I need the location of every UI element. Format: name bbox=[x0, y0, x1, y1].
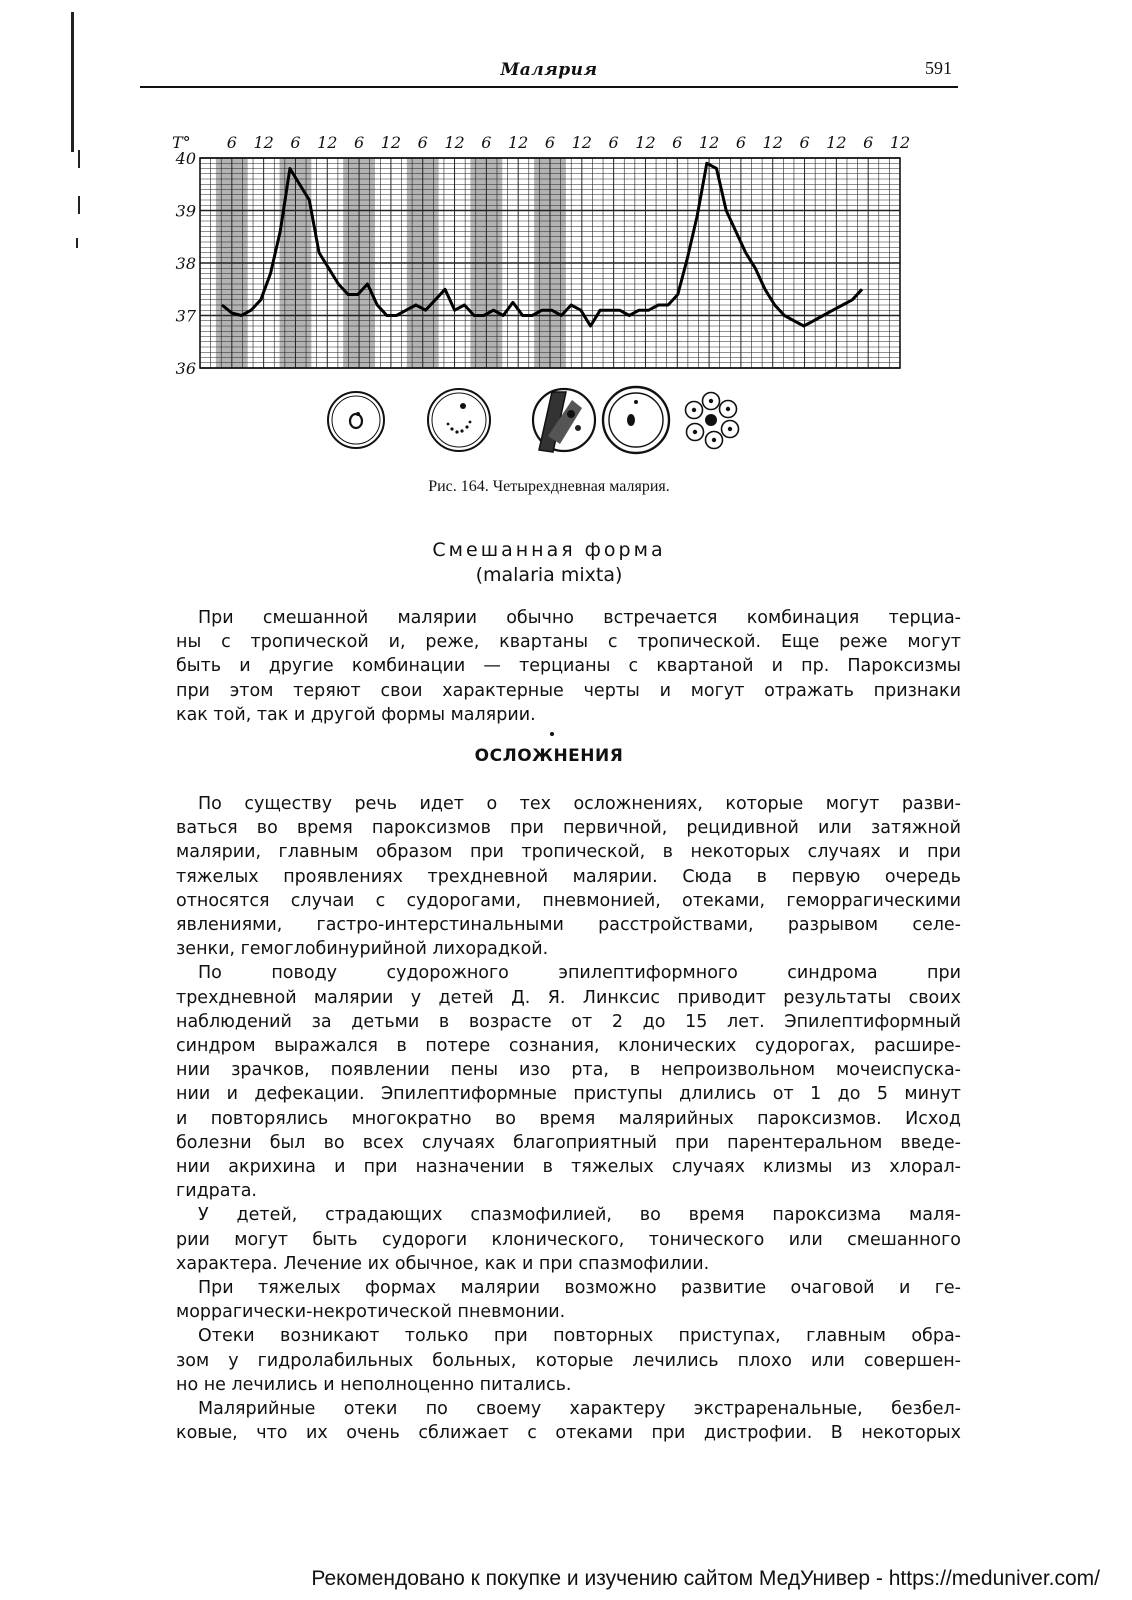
text-line: моррагически-некротической пневмонии. bbox=[176, 1302, 566, 1323]
text-line: трехдневной малярии у детей Д. Я. Линксис приводит результаты своих bbox=[176, 987, 961, 1008]
scan-edge-mark bbox=[78, 196, 80, 214]
x-tick-label: 6 bbox=[863, 133, 874, 152]
y-tick-label: 38 bbox=[175, 254, 196, 273]
text-line: нии зрачков, появлении пены изо рта, в непроизвольном мочеиспуска- bbox=[176, 1060, 961, 1081]
x-tick-label: 6 bbox=[799, 133, 810, 152]
scan-edge-mark bbox=[76, 238, 78, 248]
y-tick-label: 37 bbox=[175, 306, 196, 326]
temperature-chart-svg bbox=[160, 130, 940, 388]
text-line: При тяжелых формах малярии возможно развитие очаговой и ге- bbox=[198, 1278, 961, 1299]
text-line: но не лечились и неполноценно питались. bbox=[176, 1374, 572, 1395]
scan-edge-mark bbox=[71, 12, 74, 152]
x-tick-label: 12 bbox=[571, 133, 592, 152]
y-tick-label: 39 bbox=[175, 201, 196, 221]
scan-edge-mark bbox=[78, 150, 80, 168]
page-number: 591 bbox=[925, 58, 952, 78]
text-line: Отеки возникают только при повторных приступах, главным обра- bbox=[198, 1326, 961, 1347]
text-line: рии могут быть судороги клонического, тонического или смешанного bbox=[176, 1229, 961, 1250]
schizont-icon bbox=[603, 387, 669, 453]
text-line: У детей, страдающих спазмофилией, во время пароксизма маля- bbox=[198, 1205, 961, 1226]
text-line: По существу речь идет о тех осложнениях, которые могут разви- bbox=[198, 794, 961, 814]
text-line: нии и дефекации. Эпилептиформные приступы длились от 1 до 5 минут bbox=[176, 1084, 961, 1105]
complications-heading: ОСЛОЖНЕНИЯ bbox=[474, 746, 624, 766]
text-line: По поводу судорожного эпилептиформного синдрома при bbox=[198, 963, 961, 984]
text-line: наблюдений за детьми в возрасте от 2 до 15 лет. Эпилептиформный bbox=[176, 1011, 961, 1032]
parasite-cell-icon bbox=[428, 389, 490, 451]
footer-recommendation: Рекомендовано к покупке и изучению сайтом МедУнивер - https://meduniver.com/ bbox=[311, 1567, 1100, 1590]
text-line: относятся случаи с судорогами, пневмонией, отеками, геморрагическими bbox=[176, 890, 961, 911]
x-tick-label: 6 bbox=[608, 133, 619, 152]
rosette-icon bbox=[686, 393, 739, 449]
x-tick-label: 6 bbox=[735, 133, 747, 152]
running-title: Малярия bbox=[500, 60, 598, 80]
text-line: ковые, что их очень сближает с отеками при дистрофии. В некоторых bbox=[176, 1423, 961, 1444]
text-line: явлениями, гастро-интерстинальными расстройствами, разрывом селе- bbox=[176, 915, 961, 936]
temperature-chart bbox=[160, 130, 940, 388]
text-line: гидрата. bbox=[176, 1181, 257, 1202]
x-tick-label: 12 bbox=[762, 133, 783, 152]
text-line: При смешанной малярии обычно встречается комбинация терциа- bbox=[198, 608, 961, 628]
text-line: нии акрихина и при назначении в тяжелых случаях клизмы из хлорал- bbox=[176, 1157, 961, 1178]
x-tick-label: 6 bbox=[417, 133, 428, 152]
x-tick-label: 6 bbox=[226, 133, 237, 152]
text-line: и повторялись многократно во время малярийных пароксизмов. Исход bbox=[176, 1108, 961, 1129]
x-tick-label: 12 bbox=[317, 133, 338, 152]
x-tick-label: 12 bbox=[889, 133, 911, 152]
text-line: зенки, гемоглобинурийной лихорадкой. bbox=[176, 939, 549, 960]
x-tick-label: 6 bbox=[481, 133, 492, 152]
x-tick-label: 6 bbox=[672, 133, 683, 152]
parasite-stages-svg bbox=[326, 384, 766, 466]
x-tick-label: 12 bbox=[253, 133, 274, 152]
x-tick-label: 12 bbox=[444, 133, 465, 152]
print-speck bbox=[550, 732, 554, 736]
parasite-stages-row bbox=[326, 384, 766, 466]
text-line: ны с тропической и, реже, квартаны с тропической. Еще реже могут bbox=[176, 632, 961, 653]
section-title: Смешанная форма bbox=[432, 539, 666, 561]
x-tick-label: 12 bbox=[380, 133, 402, 152]
x-tick-label: 12 bbox=[508, 133, 529, 152]
band-parasite-icon bbox=[533, 389, 595, 452]
y-tick-label: 40 bbox=[175, 149, 196, 168]
x-tick-label: 12 bbox=[635, 133, 656, 152]
x-tick-label: 6 bbox=[290, 133, 301, 152]
mixed-form-paragraph bbox=[176, 606, 961, 727]
text-line: характера. Лечение их обычное, как и при спазмофилии. bbox=[176, 1253, 710, 1274]
y-tick-label: 36 bbox=[175, 359, 196, 378]
text-line: ваться во время пароксизмов при первичной, рецидивной или затяжной bbox=[176, 818, 961, 839]
complications-text bbox=[176, 792, 961, 1445]
section-subtitle: (malaria mixta) bbox=[475, 564, 623, 586]
text-line: тяжелых проявлениях трехдневной малярии. Сюда в первую очередь bbox=[176, 866, 961, 887]
text-line: болезни был во всех случаях благоприятный при парентеральном введе- bbox=[176, 1132, 961, 1153]
ring-parasite-icon bbox=[328, 392, 384, 448]
x-tick-label: 12 bbox=[826, 133, 847, 152]
x-tick-label: 6 bbox=[353, 133, 365, 152]
text-line: малярии, главным образом при тропической, в некоторых случаях и при bbox=[176, 842, 961, 863]
x-tick-label: 12 bbox=[698, 133, 720, 152]
x-tick-label: 6 bbox=[544, 133, 556, 152]
text-line: быть и другие комбинации — терцианы с квартаной и пр. Пароксизмы bbox=[176, 656, 961, 677]
text-line: как той, так и другой формы малярии. bbox=[176, 704, 536, 725]
text-line: синдром выражался в потере сознания, клонических судорогах, расшире- bbox=[176, 1036, 961, 1057]
figure-caption: Рис. 164. Четырехдневная малярия. bbox=[428, 478, 670, 495]
text-line: зом у гидролабильных больных, которые лечились плохо или совершен- bbox=[176, 1350, 961, 1371]
text-line: при этом теряют свои характерные черты и могут отражать признаки bbox=[176, 680, 961, 701]
y-axis-label: T° bbox=[172, 133, 191, 152]
running-header bbox=[140, 56, 958, 88]
text-line: Малярийные отеки по своему характеру экстраренальные, безбел- bbox=[198, 1399, 961, 1420]
